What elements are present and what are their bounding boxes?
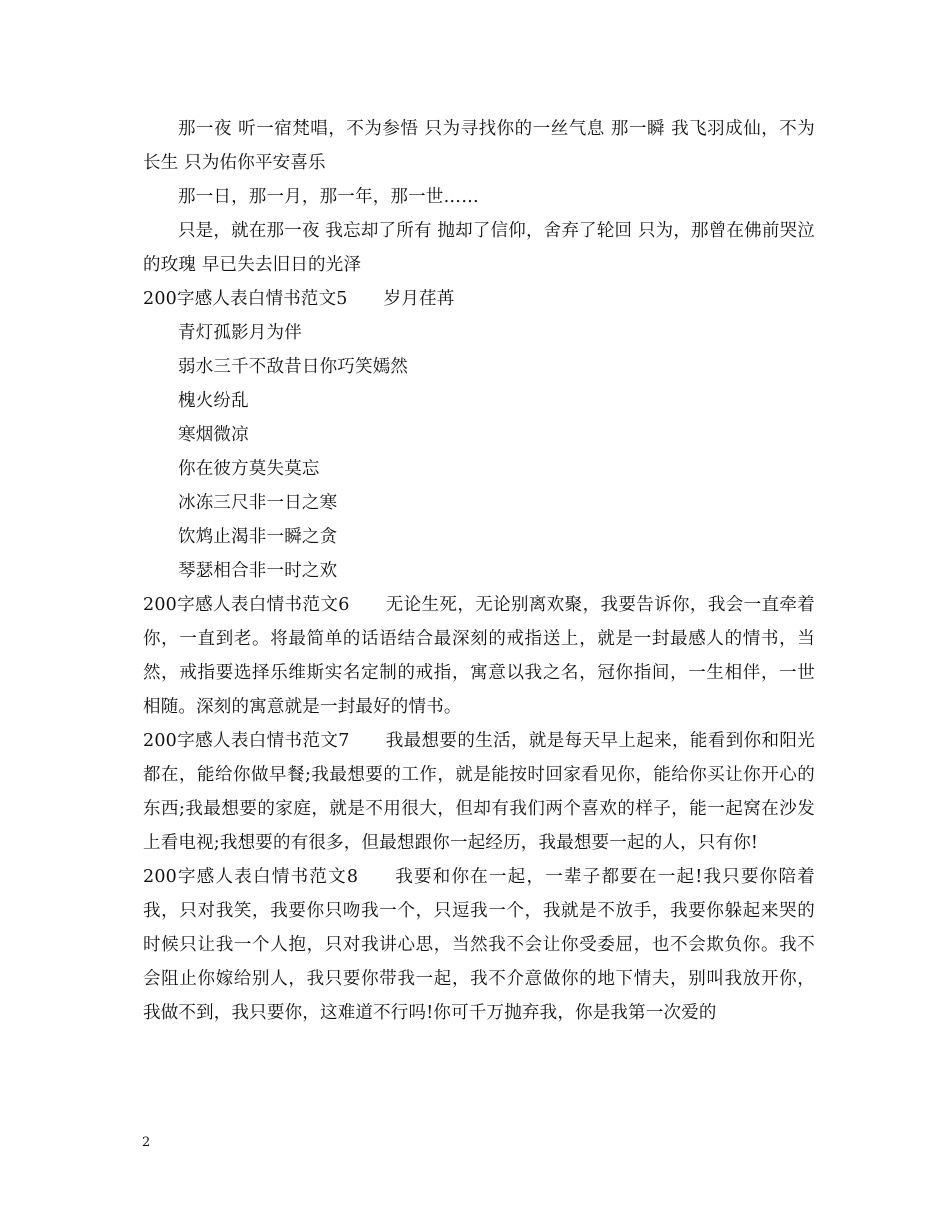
poem-line: 寒烟微凉 bbox=[178, 425, 249, 445]
poem-line: 琴瑟相合非一时之欢 bbox=[178, 561, 338, 581]
section-8-paragraph bbox=[143, 860, 815, 1030]
poem-line: 弱水三千不敌昔日你巧笑嫣然 bbox=[178, 357, 409, 377]
section-5-subtitle: 岁月荏苒 bbox=[383, 289, 455, 309]
poem-line: 饮鸩止渴非一瞬之贪 bbox=[178, 527, 338, 547]
section-5-heading: 200字感人表白情书范文5 bbox=[143, 289, 348, 309]
paragraph-day-month-year: 那一日，那一月，那一年，那一世…… bbox=[178, 187, 479, 207]
section-8-heading: 200字感人表白情书范文8 bbox=[143, 867, 359, 887]
paragraph-forgotten: 只是，就在那一夜 我忘却了所有 抛却了信仰，舍弃了轮回 只为，那曾在佛前哭泣的玫瑰 早已失去旧日的光泽 bbox=[143, 221, 815, 275]
section-5-heading-line bbox=[143, 282, 815, 316]
section-7-paragraph bbox=[143, 724, 815, 860]
section-6-text: 无论生死，无论别离欢聚，我要告诉你，我会一直牵着你，一直到老。将最简单的话语结合最深刻的戒指送上，就是一封最感人的情书，当然，戒指要选择乐维斯实名定制的戒指，寓意以我之名，冠你指间，一生相伴，一世相随。深刻的寓意就是一封最好的情书。 bbox=[143, 595, 815, 717]
poem-line: 你在彼方莫失莫忘 bbox=[178, 459, 320, 479]
section-8-text: 我要和你在一起，一辈子都要在一起!我只要你陪着我，只对我笑，我要你只吻我一个，只逗我一个，我就是不放手，我要你躲起来哭的时候只让我一个人抱，只对我讲心思，当然我不会让你受委屈，也不会欺负你。我不会阻止你嫁给别人，我只要你带我一起，我不介意做你的地下情夫，别叫我放开你，我做不到，我只要你，这难道不行吗!你可千万抛弃我，你是我第一次爱的 bbox=[143, 867, 815, 1023]
section-7-text: 我最想要的生活，就是每天早上起来，能看到你和阳光都在，能给你做早餐;我最想要的工作，就是能按时回家看见你，能给你买让你开心的东西;我最想要的家庭，就是不用很大，但却有我们两个喜欢的样子，能一起窝在沙发上看电视;我想要的有很多，但最想跟你一起经历，我最想要一起的人，只有你! bbox=[143, 731, 815, 853]
poem-line: 冰冻三尺非一日之寒 bbox=[178, 493, 338, 513]
document-body bbox=[143, 112, 815, 1030]
page-number: 2 bbox=[142, 1135, 151, 1150]
section-6-heading: 200字感人表白情书范文6 bbox=[143, 595, 350, 615]
section-7-heading: 200字感人表白情书范文7 bbox=[143, 731, 350, 751]
poem-line: 槐火纷乱 bbox=[178, 391, 249, 411]
section-6-paragraph bbox=[143, 588, 815, 724]
paragraph-night: 那一夜 听一宿梵唱，不为参悟 只为寻找你的一丝气息 那一瞬 我飞羽成仙，不为长生 只为佑你平安喜乐 bbox=[143, 119, 815, 173]
poem-line: 青灯孤影月为伴 bbox=[178, 323, 302, 343]
